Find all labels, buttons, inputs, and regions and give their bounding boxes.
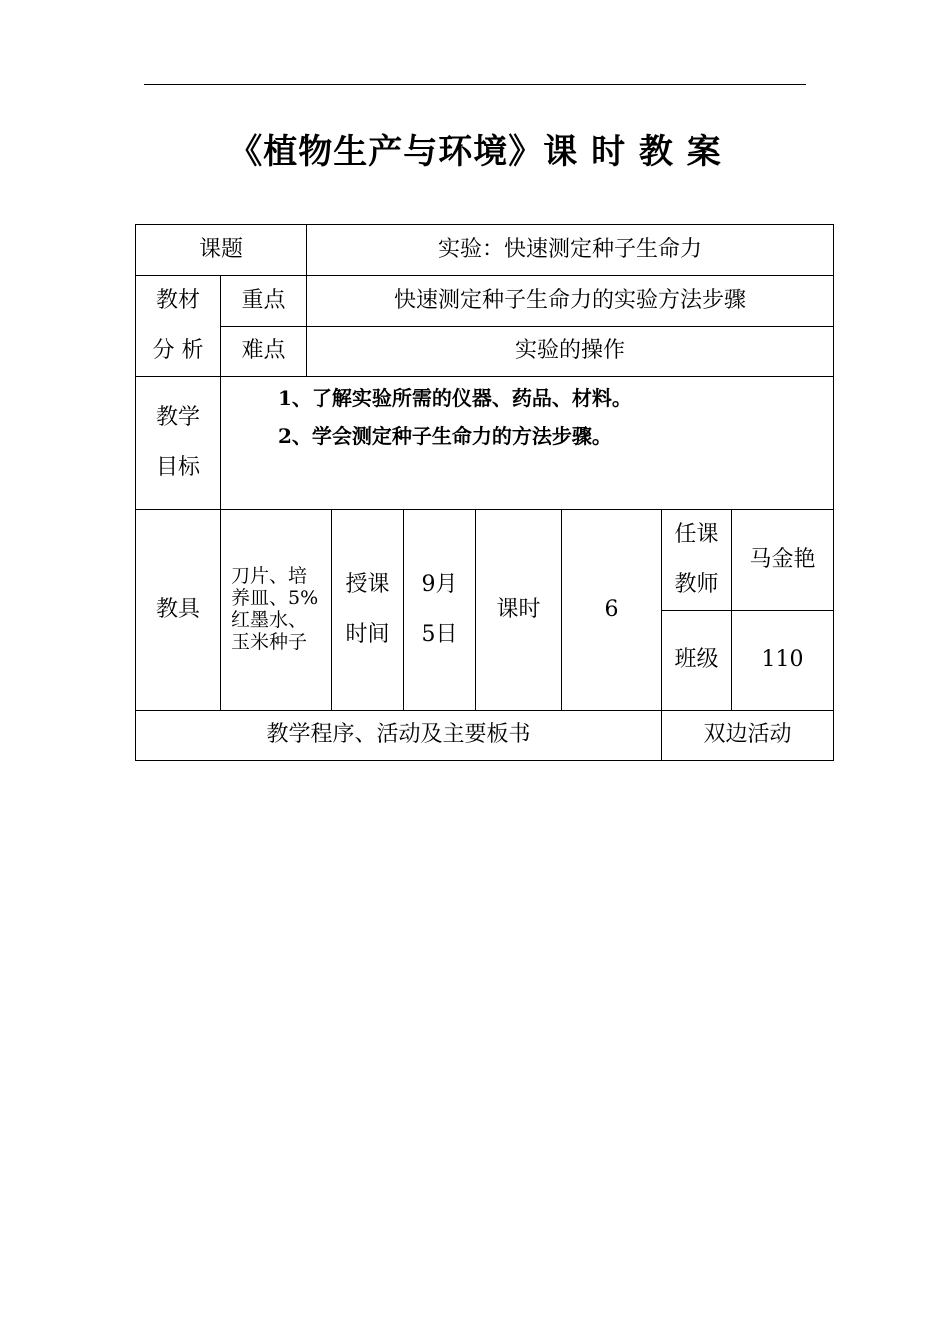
tools-value-line: 养皿、5%	[231, 587, 319, 610]
activity-label: 双边活动	[662, 711, 834, 761]
page-title: 《植物生产与环境》课 时 教 案	[228, 132, 722, 172]
date-value	[404, 510, 476, 711]
tools-label: 教具	[136, 510, 221, 711]
tools-value-line: 刀片、培	[231, 565, 308, 588]
goals-row	[136, 377, 834, 510]
topic-row	[136, 225, 834, 276]
goals-content	[221, 377, 834, 510]
date-line1: 9月	[421, 572, 458, 597]
goals-label-line1: 教学	[155, 405, 200, 430]
tools-value-line: 玉米种子	[231, 630, 308, 653]
topic-label: 课题	[136, 225, 307, 276]
hours-value: 6	[562, 510, 662, 711]
hours-label: 课时	[476, 510, 562, 711]
procedure-label: 教学程序、活动及主要板书	[136, 711, 662, 761]
goals-label-line2: 目标	[155, 455, 200, 480]
class-value: 110	[732, 611, 834, 711]
difficulty-label: 难点	[221, 326, 307, 377]
time-label-line1: 授课	[345, 572, 390, 597]
lesson-plan-table	[135, 224, 834, 761]
difficulty-row	[136, 326, 834, 377]
time-label	[332, 510, 404, 711]
analysis-label-line2: 分 析	[152, 338, 204, 363]
difficulty-value: 实验的操作	[307, 326, 834, 377]
procedure-header-row	[136, 711, 834, 761]
class-label: 班级	[662, 611, 732, 711]
teacher-value: 马金艳	[732, 510, 834, 611]
goal-item: 1、了解实验所需的仪器、药品、材料。	[278, 386, 632, 410]
tools-value	[221, 510, 332, 711]
goals-label	[136, 377, 221, 510]
topic-value: 实验：快速测定种子生命力	[307, 225, 834, 276]
key-value: 快速测定种子生命力的实验方法步骤	[307, 276, 834, 327]
date-line2: 5日	[421, 622, 458, 647]
time-label-line2: 时间	[345, 622, 390, 647]
analysis-label	[136, 276, 221, 377]
teacher-label	[662, 510, 732, 611]
teacher-label-line1: 任课	[674, 522, 719, 547]
tools-value-line: 红墨水、	[231, 609, 308, 631]
key-point-row	[136, 276, 834, 327]
tools-row	[136, 510, 834, 611]
teacher-label-line2: 教师	[674, 572, 719, 597]
key-label: 重点	[221, 276, 307, 327]
header-rule	[144, 84, 806, 85]
analysis-label-line1: 教材	[155, 288, 200, 313]
goal-item: 2、学会测定种子生命力的方法步骤。	[278, 424, 612, 448]
